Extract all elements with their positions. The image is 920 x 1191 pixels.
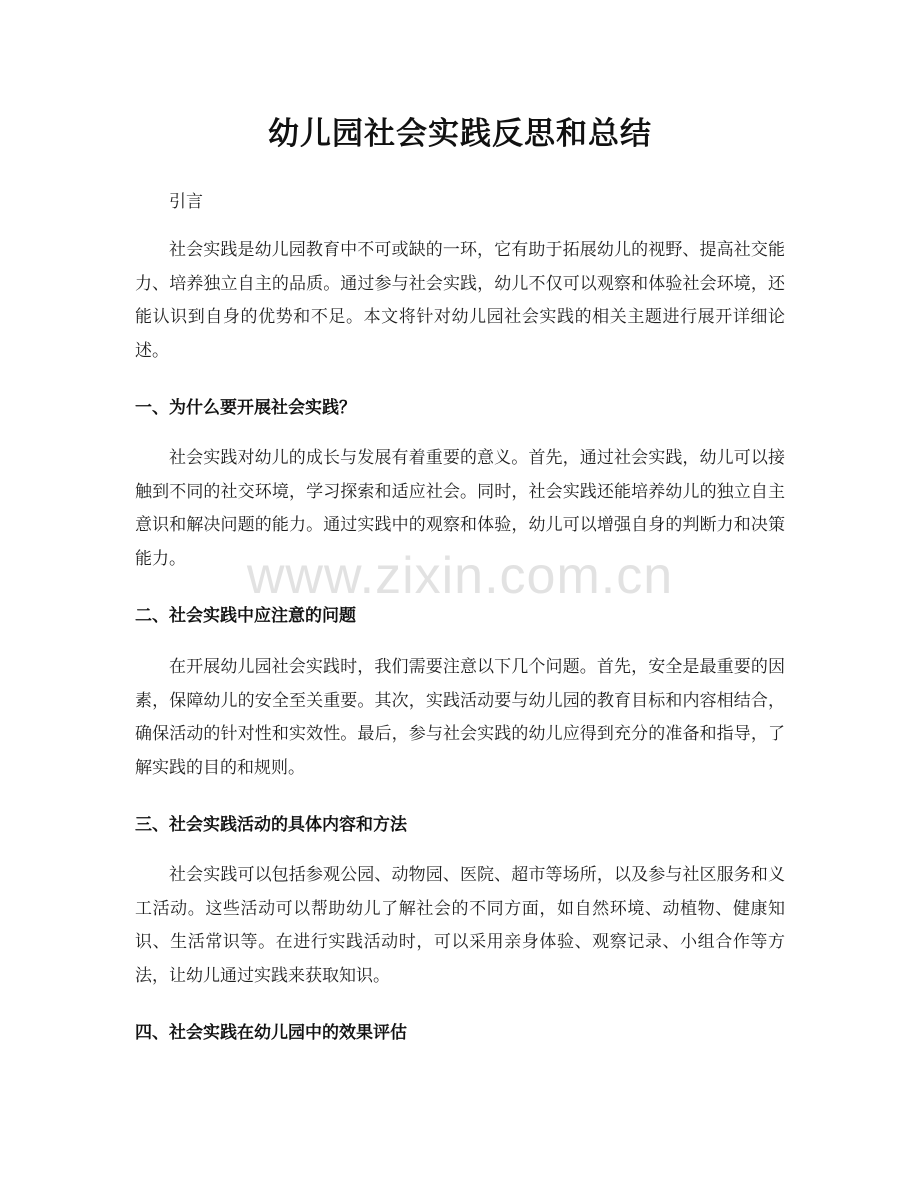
section-2-heading: 二、社会实践中应注意的问题 <box>135 606 356 626</box>
watermark: www.zixin.com.cn <box>246 547 674 605</box>
section-2-body: 在开展幼儿园社会实践时，我们需要注意以下几个问题。首先，安全是最重要的因素，保障幼儿的安全至关重要。其次，实践活动要与幼儿园的教育目标和内容相结合，确保活动的针对性和实效性。最后，参与社会实践的幼儿应得到充分的准备和指导，了解实践的目的和规则。 <box>135 657 785 778</box>
section-3-body: 社会实践可以包括参观公园、动物园、医院、超市等场所，以及参与社区服务和义工活动。这些活动可以帮助幼儿了解社会的不同方面，如自然环境、动植物、健康知识、生活常识等。在进行实践活动时，可以采用亲身体验、观察记录、小组合作等方法，让幼儿通过实践来获取知识。 <box>135 865 785 986</box>
section-3-heading: 三、社会实践活动的具体内容和方法 <box>135 815 407 835</box>
section-1-body: 社会实践对幼儿的成长与发展有着重要的意义。首先，通过社会实践，幼儿可以接触到不同的社交环境，学习探索和适应社会。同时，社会实践还能培养幼儿的独立自主意识和解决问题的能力。通过实践中的观察和体验，幼儿可以增强自身的判断力和决策能力。 <box>135 448 785 569</box>
intro-paragraph: 社会实践是幼儿园教育中不可或缺的一环，它有助于拓展幼儿的视野、提高社交能力、培养独立自主的品质。通过参与社会实践，幼儿不仅可以观察和体验社会环境，还能认识到自身的优势和不足。本文将针对幼儿园社会实践的相关主题进行展开详细论述。 <box>135 240 785 361</box>
document-title: 幼儿园社会实践反思和总结 <box>268 116 652 152</box>
section-4-heading: 四、社会实践在幼儿园中的效果评估 <box>135 1023 407 1043</box>
intro-label: 引言 <box>169 192 203 212</box>
section-1-heading: 一、为什么要开展社会实践？ <box>135 398 356 418</box>
